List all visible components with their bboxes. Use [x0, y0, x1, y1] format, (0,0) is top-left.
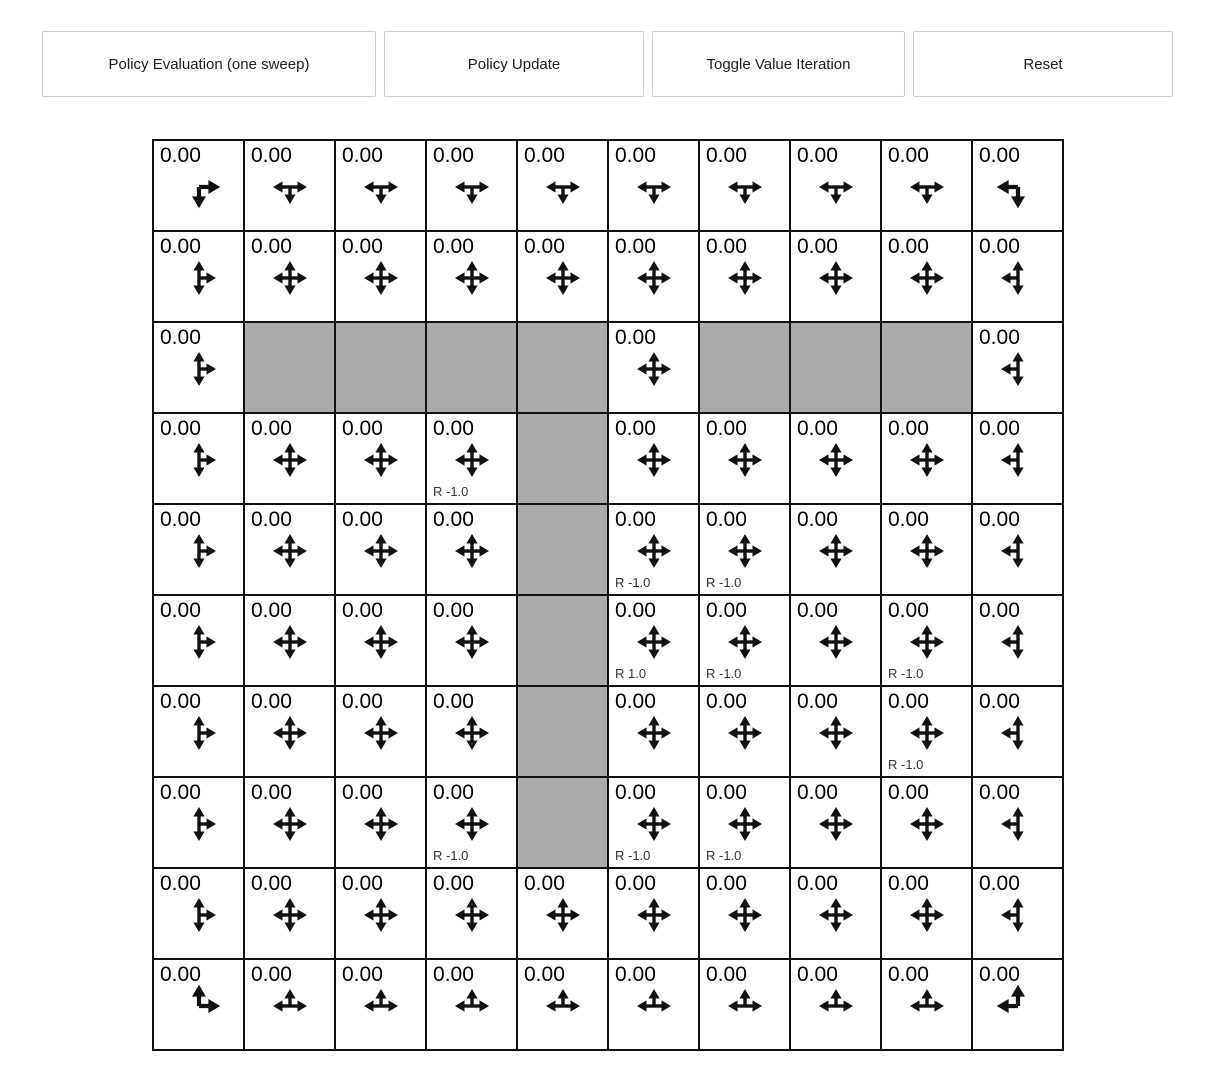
cell-value: 0.00 [433, 963, 474, 986]
grid-cell-0-3 [426, 140, 517, 231]
grid-cell-2-0 [153, 322, 244, 413]
cell-value: 0.00 [797, 417, 838, 440]
policy-arrows-icon [175, 891, 223, 939]
policy-arrows-icon [357, 527, 405, 575]
cell-value: 0.00 [706, 963, 747, 986]
grid-cell-4-9 [972, 504, 1063, 595]
cell-value: 0.00 [615, 235, 656, 258]
cell-value: 0.00 [979, 326, 1020, 349]
grid-cell-8-0 [153, 868, 244, 959]
grid-cell-4-5 [608, 504, 699, 595]
policy-arrows-icon [357, 891, 405, 939]
grid-cell-8-5 [608, 868, 699, 959]
policy-arrows-icon [266, 618, 314, 666]
grid-cell-4-6 [699, 504, 790, 595]
grid-cell-8-4 [517, 868, 608, 959]
cell-value: 0.00 [251, 963, 292, 986]
policy-arrows-icon [630, 891, 678, 939]
grid-cell-0-6 [699, 140, 790, 231]
cell-value: 0.00 [797, 963, 838, 986]
policy-arrows-icon [357, 254, 405, 302]
cell-value: 0.00 [615, 872, 656, 895]
cell-value: 0.00 [433, 690, 474, 713]
grid-cell-1-3 [426, 231, 517, 322]
cell-value: 0.00 [979, 417, 1020, 440]
cell-value: 0.00 [342, 508, 383, 531]
grid-cell-6-2 [335, 686, 426, 777]
grid-cell-3-0 [153, 413, 244, 504]
wall-cell-6-4 [517, 686, 608, 777]
cell-value: 0.00 [342, 599, 383, 622]
policy-arrows-icon [994, 527, 1042, 575]
grid-cell-0-0 [153, 140, 244, 231]
policy-arrows-icon [903, 436, 951, 484]
policy-update-button[interactable]: Policy Update [384, 31, 644, 97]
grid-cell-6-6 [699, 686, 790, 777]
grid-cell-2-9 [972, 322, 1063, 413]
wall-cell-2-6 [699, 322, 790, 413]
cell-value: 0.00 [797, 599, 838, 622]
policy-arrows-icon [448, 891, 496, 939]
wall-cell-3-4 [517, 413, 608, 504]
policy-arrows-icon [448, 800, 496, 848]
policy-arrows-icon [357, 163, 405, 211]
grid-cell-7-5 [608, 777, 699, 868]
toolbar [42, 31, 1173, 97]
grid-cell-9-0 [153, 959, 244, 1050]
policy-arrows-icon [539, 254, 587, 302]
grid-cell-9-8 [881, 959, 972, 1050]
grid-cell-6-3 [426, 686, 517, 777]
cell-value: 0.00 [615, 690, 656, 713]
grid-cell-0-7 [790, 140, 881, 231]
policy-arrows-icon [721, 618, 769, 666]
cell-reward: R -1.0 [706, 848, 742, 863]
policy-arrows-icon [903, 709, 951, 757]
grid-cell-3-8 [881, 413, 972, 504]
cell-value: 0.00 [342, 235, 383, 258]
policy-arrows-icon [721, 982, 769, 1030]
grid-cell-8-2 [335, 868, 426, 959]
policy-arrows-icon [903, 254, 951, 302]
cell-value: 0.00 [342, 417, 383, 440]
cell-value: 0.00 [615, 508, 656, 531]
cell-value: 0.00 [979, 690, 1020, 713]
cell-value: 0.00 [160, 872, 201, 895]
cell-value: 0.00 [706, 508, 747, 531]
policy-arrows-icon [357, 436, 405, 484]
policy-arrows-icon [266, 436, 314, 484]
cell-value: 0.00 [251, 781, 292, 804]
cell-value: 0.00 [251, 417, 292, 440]
grid-cell-7-2 [335, 777, 426, 868]
grid-cell-3-2 [335, 413, 426, 504]
grid-cell-4-2 [335, 504, 426, 595]
policy-arrows-icon [266, 163, 314, 211]
grid-cell-0-2 [335, 140, 426, 231]
policy-arrows-icon [721, 800, 769, 848]
cell-value: 0.00 [979, 235, 1020, 258]
grid-cell-5-1 [244, 595, 335, 686]
cell-value: 0.00 [888, 599, 929, 622]
grid-cell-4-7 [790, 504, 881, 595]
policy-arrows-icon [994, 254, 1042, 302]
policy-arrows-icon [721, 163, 769, 211]
grid-cell-9-5 [608, 959, 699, 1050]
grid-cell-4-0 [153, 504, 244, 595]
grid-cell-3-6 [699, 413, 790, 504]
cell-value: 0.00 [433, 417, 474, 440]
cell-reward: R -1.0 [615, 848, 651, 863]
cell-value: 0.00 [342, 781, 383, 804]
policy-arrows-icon [630, 618, 678, 666]
cell-value: 0.00 [615, 963, 656, 986]
policy-arrows-icon [721, 891, 769, 939]
grid-cell-1-9 [972, 231, 1063, 322]
policy-arrows-icon [448, 618, 496, 666]
policy-arrows-icon [903, 163, 951, 211]
wall-cell-2-1 [244, 322, 335, 413]
grid-cell-1-2 [335, 231, 426, 322]
policy-arrows-icon [266, 800, 314, 848]
policy-arrows-icon [175, 254, 223, 302]
policy-arrows-icon [994, 800, 1042, 848]
cell-value: 0.00 [979, 872, 1020, 895]
policy-arrows-icon [175, 709, 223, 757]
wall-cell-5-4 [517, 595, 608, 686]
policy-arrows-icon [266, 891, 314, 939]
policy-arrows-icon [448, 527, 496, 575]
cell-value: 0.00 [888, 781, 929, 804]
cell-value: 0.00 [433, 872, 474, 895]
policy-arrows-icon [448, 163, 496, 211]
policy-arrows-icon [630, 800, 678, 848]
policy-arrows-icon [721, 527, 769, 575]
cell-value: 0.00 [979, 144, 1020, 167]
policy-arrows-icon [175, 345, 223, 393]
cell-value: 0.00 [251, 599, 292, 622]
policy-arrows-icon [721, 254, 769, 302]
policy-arrows-icon [812, 982, 860, 1030]
policy-arrows-icon [812, 709, 860, 757]
grid-cell-5-9 [972, 595, 1063, 686]
grid-cell-3-1 [244, 413, 335, 504]
grid-cell-6-7 [790, 686, 881, 777]
grid-cell-5-8 [881, 595, 972, 686]
policy-arrows-icon [812, 800, 860, 848]
toggle-value-iteration-button[interactable]: Toggle Value Iteration [652, 31, 905, 97]
cell-value: 0.00 [797, 690, 838, 713]
cell-value: 0.00 [433, 781, 474, 804]
policy-arrows-icon [539, 891, 587, 939]
grid-cell-8-8 [881, 868, 972, 959]
cell-value: 0.00 [979, 963, 1020, 986]
grid-cell-7-9 [972, 777, 1063, 868]
grid-cell-6-1 [244, 686, 335, 777]
cell-value: 0.00 [160, 508, 201, 531]
policy-arrows-icon [812, 436, 860, 484]
grid-cell-4-1 [244, 504, 335, 595]
cell-value: 0.00 [797, 144, 838, 167]
cell-value: 0.00 [160, 690, 201, 713]
policy-evaluation-button[interactable]: Policy Evaluation (one sweep) [42, 31, 376, 97]
policy-arrows-icon [175, 982, 223, 1030]
policy-arrows-icon [448, 254, 496, 302]
policy-arrows-icon [175, 527, 223, 575]
grid-cell-6-8 [881, 686, 972, 777]
grid-cell-9-1 [244, 959, 335, 1050]
cell-value: 0.00 [888, 690, 929, 713]
cell-value: 0.00 [706, 417, 747, 440]
policy-arrows-icon [903, 891, 951, 939]
policy-arrows-icon [266, 709, 314, 757]
cell-value: 0.00 [888, 508, 929, 531]
cell-value: 0.00 [524, 872, 565, 895]
grid-cell-1-0 [153, 231, 244, 322]
wall-cell-2-7 [790, 322, 881, 413]
policy-arrows-icon [630, 345, 678, 393]
policy-arrows-icon [630, 709, 678, 757]
grid-cell-7-7 [790, 777, 881, 868]
policy-arrows-icon [721, 709, 769, 757]
gridworld-grid [152, 139, 1064, 1051]
grid-cell-0-4 [517, 140, 608, 231]
policy-arrows-icon [721, 436, 769, 484]
grid-cell-9-3 [426, 959, 517, 1050]
cell-value: 0.00 [524, 144, 565, 167]
cell-value: 0.00 [251, 235, 292, 258]
policy-arrows-icon [903, 800, 951, 848]
grid-cell-5-3 [426, 595, 517, 686]
grid-cell-5-5 [608, 595, 699, 686]
cell-value: 0.00 [433, 599, 474, 622]
grid-cell-5-0 [153, 595, 244, 686]
cell-value: 0.00 [251, 872, 292, 895]
wall-cell-2-8 [881, 322, 972, 413]
cell-value: 0.00 [706, 235, 747, 258]
cell-value: 0.00 [797, 235, 838, 258]
grid-cell-7-6 [699, 777, 790, 868]
policy-arrows-icon [812, 163, 860, 211]
grid-cell-9-7 [790, 959, 881, 1050]
policy-arrows-icon [448, 436, 496, 484]
grid-cell-3-7 [790, 413, 881, 504]
grid-cell-7-1 [244, 777, 335, 868]
wall-cell-7-4 [517, 777, 608, 868]
cell-value: 0.00 [615, 326, 656, 349]
policy-arrows-icon [539, 982, 587, 1030]
cell-value: 0.00 [433, 508, 474, 531]
cell-value: 0.00 [251, 508, 292, 531]
grid-cell-4-3 [426, 504, 517, 595]
cell-value: 0.00 [615, 417, 656, 440]
cell-value: 0.00 [979, 599, 1020, 622]
cell-value: 0.00 [797, 508, 838, 531]
cell-reward: R -1.0 [706, 575, 742, 590]
grid-cell-9-6 [699, 959, 790, 1050]
cell-value: 0.00 [706, 872, 747, 895]
cell-value: 0.00 [706, 690, 747, 713]
grid-cell-3-9 [972, 413, 1063, 504]
policy-arrows-icon [994, 163, 1042, 211]
grid-cell-3-3 [426, 413, 517, 504]
cell-reward: R -1.0 [433, 848, 469, 863]
grid-cell-1-6 [699, 231, 790, 322]
cell-value: 0.00 [524, 963, 565, 986]
grid-cell-0-9 [972, 140, 1063, 231]
grid-cell-8-1 [244, 868, 335, 959]
policy-arrows-icon [812, 618, 860, 666]
cell-value: 0.00 [615, 781, 656, 804]
grid-cell-6-0 [153, 686, 244, 777]
cell-value: 0.00 [615, 144, 656, 167]
policy-arrows-icon [357, 800, 405, 848]
cell-value: 0.00 [342, 872, 383, 895]
reset-button[interactable]: Reset [913, 31, 1173, 97]
wall-cell-4-4 [517, 504, 608, 595]
cell-value: 0.00 [160, 326, 201, 349]
wall-cell-2-4 [517, 322, 608, 413]
policy-arrows-icon [357, 982, 405, 1030]
grid-cell-1-1 [244, 231, 335, 322]
grid-cell-0-5 [608, 140, 699, 231]
policy-arrows-icon [175, 436, 223, 484]
grid-cell-8-9 [972, 868, 1063, 959]
policy-arrows-icon [994, 982, 1042, 1030]
grid-cell-2-5 [608, 322, 699, 413]
cell-value: 0.00 [160, 235, 201, 258]
cell-value: 0.00 [160, 144, 201, 167]
cell-value: 0.00 [433, 235, 474, 258]
grid-cell-5-2 [335, 595, 426, 686]
grid-cell-9-2 [335, 959, 426, 1050]
policy-arrows-icon [448, 982, 496, 1030]
grid-cell-8-6 [699, 868, 790, 959]
policy-arrows-icon [630, 527, 678, 575]
grid-cell-1-5 [608, 231, 699, 322]
policy-arrows-icon [812, 527, 860, 575]
cell-value: 0.00 [160, 599, 201, 622]
policy-arrows-icon [903, 618, 951, 666]
policy-arrows-icon [266, 527, 314, 575]
grid-cell-1-4 [517, 231, 608, 322]
policy-arrows-icon [630, 254, 678, 302]
policy-arrows-icon [630, 163, 678, 211]
cell-value: 0.00 [251, 144, 292, 167]
wall-cell-2-3 [426, 322, 517, 413]
cell-value: 0.00 [342, 690, 383, 713]
cell-value: 0.00 [706, 781, 747, 804]
cell-value: 0.00 [342, 963, 383, 986]
cell-value: 0.00 [160, 417, 201, 440]
policy-arrows-icon [903, 982, 951, 1030]
cell-value: 0.00 [797, 781, 838, 804]
grid-cell-1-7 [790, 231, 881, 322]
cell-value: 0.00 [433, 144, 474, 167]
grid-cell-8-3 [426, 868, 517, 959]
cell-value: 0.00 [888, 963, 929, 986]
grid-cell-5-7 [790, 595, 881, 686]
policy-arrows-icon [266, 982, 314, 1030]
policy-arrows-icon [994, 436, 1042, 484]
grid-cell-9-9 [972, 959, 1063, 1050]
cell-reward: R -1.0 [888, 757, 924, 772]
cell-value: 0.00 [251, 690, 292, 713]
grid-cell-7-8 [881, 777, 972, 868]
grid-cell-6-5 [608, 686, 699, 777]
cell-value: 0.00 [160, 781, 201, 804]
cell-reward: R -1.0 [433, 484, 469, 499]
grid-cell-0-1 [244, 140, 335, 231]
policy-arrows-icon [994, 891, 1042, 939]
policy-arrows-icon [903, 527, 951, 575]
cell-value: 0.00 [615, 599, 656, 622]
policy-arrows-icon [266, 254, 314, 302]
policy-arrows-icon [175, 800, 223, 848]
cell-reward: R -1.0 [615, 575, 651, 590]
cell-value: 0.00 [342, 144, 383, 167]
cell-reward: R -1.0 [706, 666, 742, 681]
grid-cell-7-0 [153, 777, 244, 868]
policy-arrows-icon [994, 709, 1042, 757]
policy-arrows-icon [448, 709, 496, 757]
cell-value: 0.00 [979, 781, 1020, 804]
cell-value: 0.00 [706, 144, 747, 167]
cell-reward: R 1.0 [615, 666, 647, 681]
policy-arrows-icon [175, 163, 223, 211]
policy-arrows-icon [812, 891, 860, 939]
grid-cell-4-8 [881, 504, 972, 595]
cell-value: 0.00 [888, 235, 929, 258]
cell-value: 0.00 [524, 235, 565, 258]
cell-value: 0.00 [706, 599, 747, 622]
cell-value: 0.00 [979, 508, 1020, 531]
wall-cell-2-2 [335, 322, 426, 413]
grid-cell-6-9 [972, 686, 1063, 777]
policy-arrows-icon [630, 982, 678, 1030]
policy-arrows-icon [357, 709, 405, 757]
policy-arrows-icon [630, 436, 678, 484]
policy-arrows-icon [994, 345, 1042, 393]
cell-value: 0.00 [888, 417, 929, 440]
cell-value: 0.00 [888, 872, 929, 895]
policy-arrows-icon [175, 618, 223, 666]
cell-value: 0.00 [888, 144, 929, 167]
policy-arrows-icon [812, 254, 860, 302]
policy-arrows-icon [539, 163, 587, 211]
policy-arrows-icon [994, 618, 1042, 666]
grid-cell-3-5 [608, 413, 699, 504]
grid-cell-8-7 [790, 868, 881, 959]
cell-value: 0.00 [160, 963, 201, 986]
grid-cell-1-8 [881, 231, 972, 322]
cell-value: 0.00 [797, 872, 838, 895]
grid-cell-0-8 [881, 140, 972, 231]
cell-reward: R -1.0 [888, 666, 924, 681]
grid-cell-7-3 [426, 777, 517, 868]
grid-cell-9-4 [517, 959, 608, 1050]
grid-cell-5-6 [699, 595, 790, 686]
policy-arrows-icon [357, 618, 405, 666]
